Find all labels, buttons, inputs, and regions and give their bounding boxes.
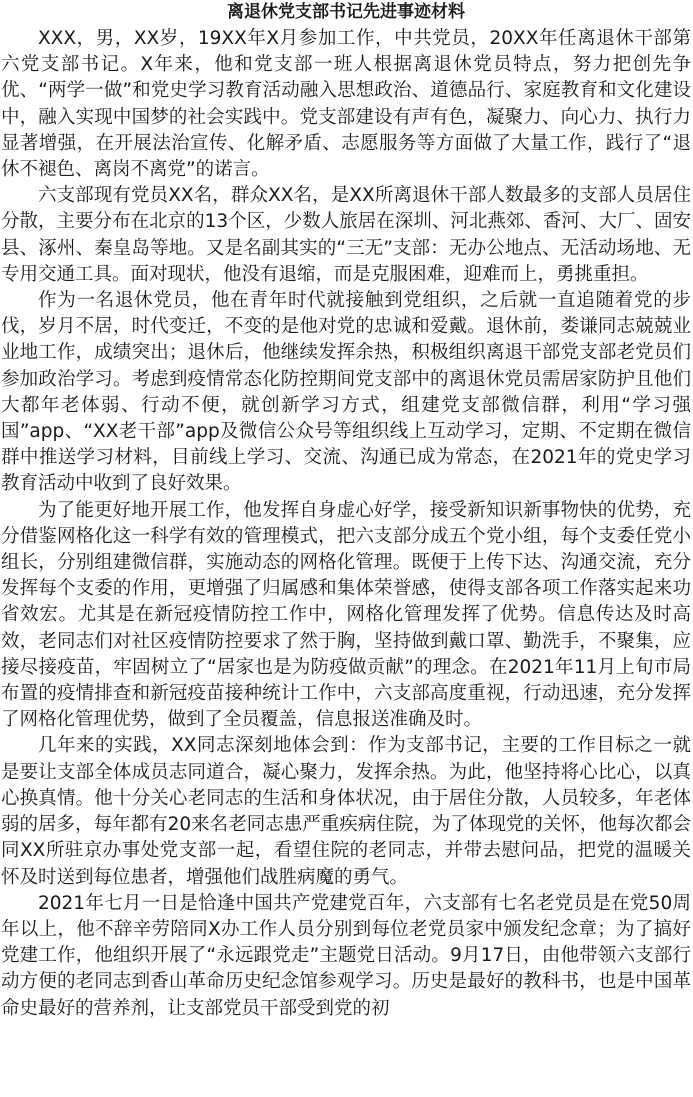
paragraph-3: 作为一名退休党员，他在青年时代就接触到党组织，之后就一直追随着党的步伐，岁月不居，时代变迁，不变的是他对党的忠诚和爱戴。退休前，娄谦同志兢兢业业地工作，成绩突出；退休后，他继续发挥余热，积极组织离退干部党支部老党员们参加政治学习。考虑到疫情常态化防控期间党支部中的离退休党员需居家防护且他们大都年老体弱、行动不便，就创新学习方式，组建党支部微信群，利用“学习强国”app、“XX老干部”app及微信公众号等组织线上互动学习，定期、不定期在微信群中推送学习材料，目前线上学习、交流、沟通已成为常态，在2021年的党史学习教育活动中收到了良好效果。 (1, 290, 691, 495)
paragraph-6: 2021年七月一日是恰逢中国共产党建党百年，六支部有七名老党员是在党50周年以上，他不辞辛劳陪同X办工作人员分别到每位老党员家中颁发纪念章；为了搞好党建工作，他组织开展了“永远跟党走”主题党日活动。9月17日，由他带领六支部行动方便的老同志到香山革命历史纪念馆参观学习。历史是最好的教科书，也是中国革命史最好的营养剂，让支部党员干部受到党的初 (1, 892, 691, 1019)
paragraph-5: 几年来的实践，XX同志深刻地体会到：作为支部书记，主要的工作目标之一就是要让支部全体成员志同道合，凝心聚力，发挥余热。为此，他坚持将心比心，以真心换真情。他十分关心老同志的生活和身体状况，由于居住分散，人员较多，年老体弱的居多，每年都有20来名老同志患严重疾病住院，为了体现党的关怀，他每次都会同XX所驻京办事处党支部一起，看望住院的老同志，并带去慰问品，把党的温暖关怀及时送到每位患者，增强他们战胜病魔的勇气。 (1, 735, 691, 888)
document-title: 离退休党支部书记先进事迹材料 (227, 2, 465, 22)
paragraph-1: XXX，男，XX岁，19XX年X月参加工作，中共党员，20XX年任离退休干部第六党支部书记。X年来，他和党支部一班人根据离退休党员特点，努力把创先争优、“两学一做”和党史学习教育活动融入思想政治、道德品行、家庭教育和文化建设中，融入实现中国梦的社会实践中。党支部建设有声有色，凝聚力、向心力、执行力显著增强，在开展法治宣传、化解矛盾、志愿服务等方面做了大量工作，践行了“退休不褪色、离岗不离党”的诺言。 (1, 28, 691, 181)
paragraph-2: 六支部现有党员XX名，群众XX名，是XX所离退休干部人数最多的支部人员居住分散，主要分布在北京的13个区，少数人旅居在深圳、河北燕郊、香河、大厂、固安县、涿州、秦皇岛等地。又是名副其实的“三无”支部：无办公地点、无活动场地、无专用交通工具。面对现状，他没有退缩，而是克服困难，迎难而上，勇挑重担。 (1, 185, 691, 285)
paragraph-4: 为了能更好地开展工作，他发挥自身虚心好学，接受新知识新事物快的优势，充分借鉴网格化这一科学有效的管理模式，把六支部分成五个党小组，每个支委任党小组长，分别组建微信群，实施动态的网格化管理。既便于上传下达、沟通交流，充分发挥每个支委的作用，更增强了归属感和集体荣誉感，使得支部各项工作落实起来功省效宏。尤其是在新冠疫情防控工作中，网格化管理发挥了优势。信息传达及时高效，老同志们对社区疫情防控要求了然于胸，坚持做到戴口罩、勤洗手，不聚集，应接尽接疫苗，牢固树立了“居家也是为防疫做贡献”的理念。在2021年11月上旬市局布置的疫情排查和新冠疫苗接种统计工作中，六支部高度重视，行动迅速，充分发挥了网格化管理优势，做到了全员覆盖，信息报送准确及时。 (1, 499, 691, 731)
